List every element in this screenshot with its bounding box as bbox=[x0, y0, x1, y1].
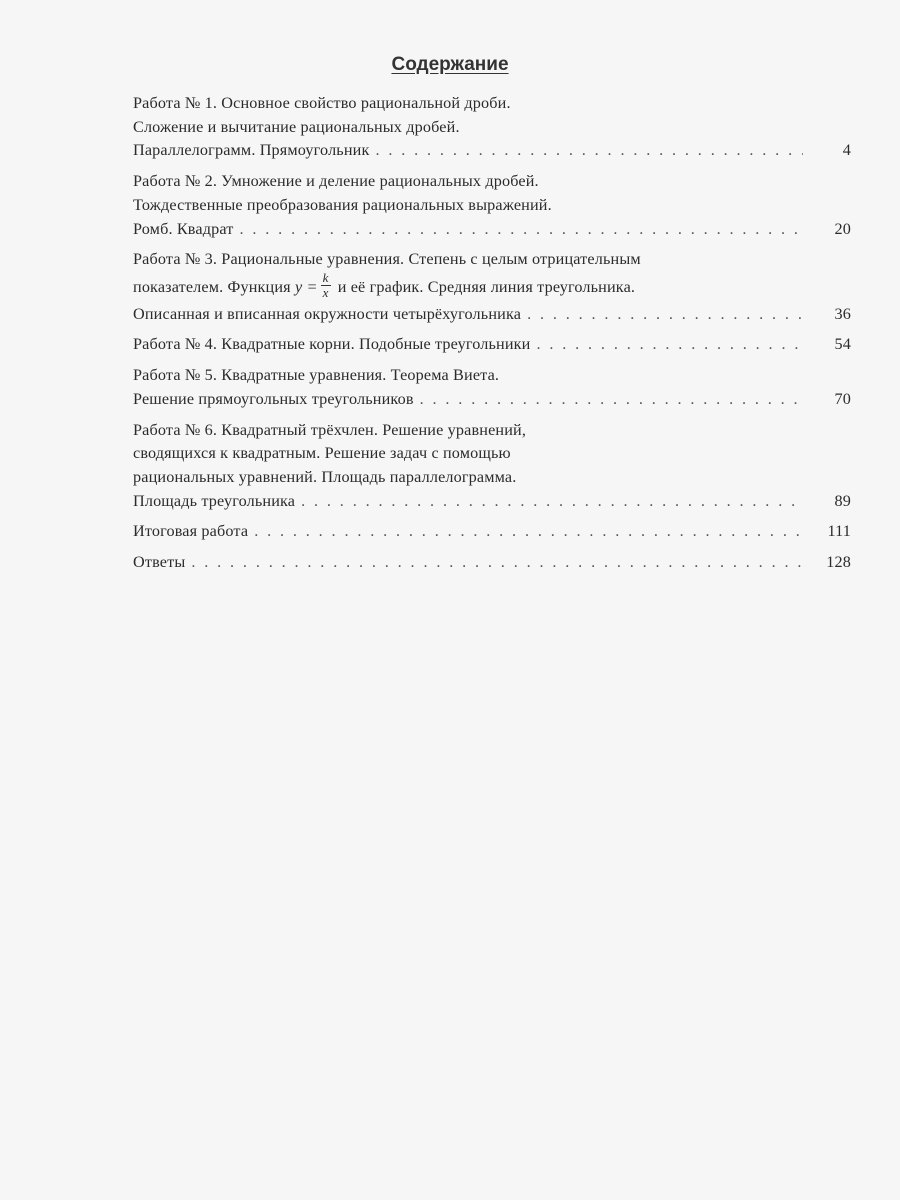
toc-entry-final-line bbox=[133, 520, 851, 544]
toc-entry-4 bbox=[133, 333, 851, 357]
page-number: 54 bbox=[834, 335, 851, 354]
toc-entry-final-line bbox=[133, 333, 851, 357]
toc-heading: Содержание bbox=[391, 54, 509, 75]
toc-entry-2 bbox=[133, 170, 851, 241]
page-number: 36 bbox=[834, 304, 851, 323]
page-number: 89 bbox=[834, 491, 851, 510]
fraction-numerator: k bbox=[322, 269, 329, 285]
dot-leader bbox=[536, 333, 803, 357]
toc-entry-text: Описанная и вписанная окружности четырёхугольника bbox=[133, 304, 522, 323]
toc-entry-final-line bbox=[133, 303, 851, 327]
toc-entry-final-line bbox=[133, 388, 851, 412]
toc-entry-text: Параллелограмм. Прямоугольник bbox=[133, 141, 370, 160]
toc-entry-text: Ромб. Квадрат bbox=[133, 219, 234, 238]
fraction-denominator: x bbox=[322, 284, 329, 300]
page-number: 111 bbox=[827, 522, 851, 541]
toc-entry-text: Работа № 1. Основное свойство рациональной дроби. bbox=[133, 94, 511, 112]
toc-entry-text: сводящихся к квадратным. Решение задач с помощью bbox=[133, 444, 511, 463]
toc-entry-text: Работа № 5. Квадратные уравнения. Теорема Виета. bbox=[133, 366, 500, 385]
toc-entry-text: Работа № 6. Квадратный трёхчлен. Решение уравнений, bbox=[133, 420, 527, 439]
dot-leader bbox=[375, 139, 803, 163]
toc-entry-text: Площадь треугольника bbox=[133, 491, 296, 510]
page-number: 20 bbox=[834, 219, 851, 238]
toc-entry-final-line bbox=[133, 490, 851, 514]
toc-entry-1 bbox=[133, 92, 851, 163]
fraction bbox=[321, 271, 331, 300]
dot-leader bbox=[254, 520, 803, 544]
toc-entry-formula-line bbox=[133, 269, 851, 303]
toc-entry-text: Работа № 2. Умножение и деление рациональных дробей. bbox=[133, 172, 539, 191]
page-number: 128 bbox=[826, 553, 851, 572]
page-number: 70 bbox=[834, 389, 851, 408]
table-of-contents bbox=[133, 92, 851, 582]
toc-entry-text: рациональных уравнений. Площадь параллелограмма. bbox=[133, 467, 517, 486]
toc-entry-8 bbox=[133, 551, 851, 575]
toc-entry-7 bbox=[133, 520, 851, 544]
toc-entry-3 bbox=[133, 248, 851, 326]
toc-entry-text: Тождественные преобразования рациональных выражений. bbox=[133, 195, 552, 214]
toc-entry-text: показателем. Функция bbox=[133, 277, 291, 296]
toc-entry-text: Сложение и вычитание рациональных дробей. bbox=[133, 117, 460, 136]
toc-entry-text: Работа № 3. Рациональные уравнения. Степень с целым отрицательным bbox=[133, 250, 641, 269]
toc-entry-text: Решение прямоугольных треугольников bbox=[133, 389, 414, 408]
dot-leader bbox=[420, 388, 803, 412]
dot-leader bbox=[191, 551, 803, 575]
toc-entry-final-line bbox=[133, 218, 851, 242]
toc-entry-text: Ответы bbox=[133, 553, 186, 572]
toc-entry-5 bbox=[133, 364, 851, 411]
page-number: 4 bbox=[842, 141, 851, 160]
toc-entry-text: Работа № 4. Квадратные корни. Подобные треугольники bbox=[133, 335, 531, 354]
dot-leader bbox=[240, 218, 804, 242]
formula-lhs: y = bbox=[294, 277, 318, 296]
toc-entry-6 bbox=[133, 419, 851, 514]
toc-entry-final-line bbox=[133, 139, 851, 163]
toc-entry-text: Итоговая работа bbox=[133, 522, 249, 541]
dot-leader bbox=[527, 303, 803, 327]
toc-entry-text: и её график. Средняя линия треугольника. bbox=[337, 277, 636, 296]
toc-entry-final-line bbox=[133, 551, 851, 575]
dot-leader bbox=[301, 490, 803, 514]
